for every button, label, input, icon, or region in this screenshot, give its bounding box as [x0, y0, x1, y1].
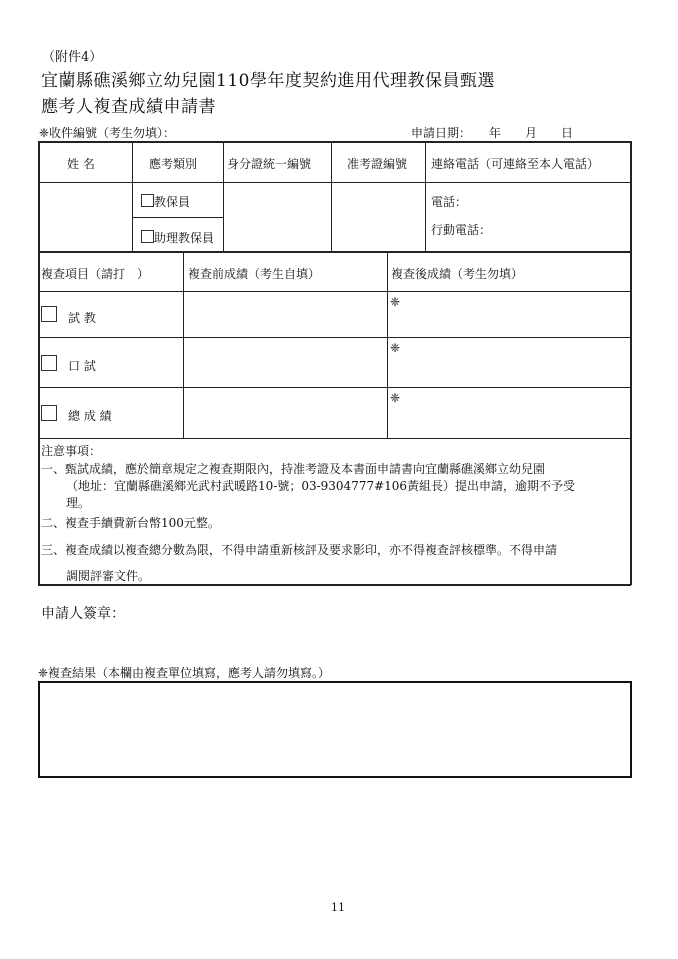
- signature-label: 申請人簽章：: [41, 606, 125, 622]
- note-2: 二、複查手續費新台幣100元整。: [41, 516, 220, 530]
- header-name: 姓 名: [67, 157, 95, 171]
- note-1-cont: （地址：宜蘭縣礁溪鄉光武村武暖路10-號；03-9304777#106黃組長）提出申請，逾期不予受: [66, 479, 576, 493]
- meta-row: [39, 124, 631, 141]
- annex-label: （附件4）: [42, 50, 103, 65]
- office-mark-2: ❈: [390, 341, 401, 355]
- category-checkbox-teacher[interactable]: [141, 194, 154, 207]
- phone-label: 電話：: [431, 195, 468, 209]
- form-title-line2: 應考人複查成績申請書: [41, 97, 216, 117]
- review-item-total: 總 成 績: [68, 409, 112, 423]
- office-mark-1: ❈: [390, 295, 401, 309]
- category-checkbox-assistant[interactable]: [141, 230, 154, 243]
- review-item-teaching: 試 教: [68, 311, 96, 325]
- header-category: 應考類別: [149, 157, 198, 171]
- header-contact-phone: 連絡電話（可連絡至本人電話）: [431, 157, 600, 171]
- note-3: 三、複查成績以複查總分數為限，不得申請重新核評及要求影印，亦不得複查評核標準。不得申請: [41, 543, 558, 557]
- page-number: 11: [331, 901, 345, 914]
- category-label-assistant: 助理教保員: [154, 231, 215, 245]
- office-mark-3: ❈: [390, 391, 401, 405]
- notes-title: 注意事項：: [41, 444, 102, 458]
- category-label-teacher: 教保員: [154, 195, 191, 209]
- review-checkbox-total[interactable]: [41, 405, 57, 421]
- note-1: 一、甄試成績，應於簡章規定之複查期限內，持准考證及本書面申請書向宜蘭縣礁溪鄉立幼兒園: [41, 462, 546, 476]
- review-checkbox-interview[interactable]: [41, 355, 57, 371]
- form-title-line1: 宜蘭縣礁溪鄉立幼兒園110學年度契約進用代理教保員甄選: [41, 71, 495, 91]
- review-header-after: 複查後成績（考生勿填）: [391, 267, 524, 281]
- review-header-item: 複查項目（請打 ）: [41, 267, 150, 281]
- review-item-interview: 口 試: [68, 359, 96, 373]
- receipt-number-label: ❈收件編號（考生勿填）：: [39, 126, 176, 140]
- header-exam-number: 准考證編號: [347, 157, 408, 171]
- mobile-phone-label: 行動電話：: [431, 223, 492, 237]
- apply-date-label: 申請日期： 年 月 日: [411, 126, 574, 140]
- review-header-before: 複查前成績（考生自填）: [188, 267, 321, 281]
- result-box[interactable]: [38, 681, 632, 778]
- result-label: ❈複查結果（本欄由複查單位填寫，應考人請勿填寫。）: [38, 666, 331, 680]
- header-id-number: 身分證統一編號: [227, 157, 312, 171]
- note-1-end: 理。: [66, 496, 91, 510]
- review-checkbox-teaching[interactable]: [41, 306, 57, 322]
- note-3-cont: 調閱評審文件。: [66, 569, 151, 583]
